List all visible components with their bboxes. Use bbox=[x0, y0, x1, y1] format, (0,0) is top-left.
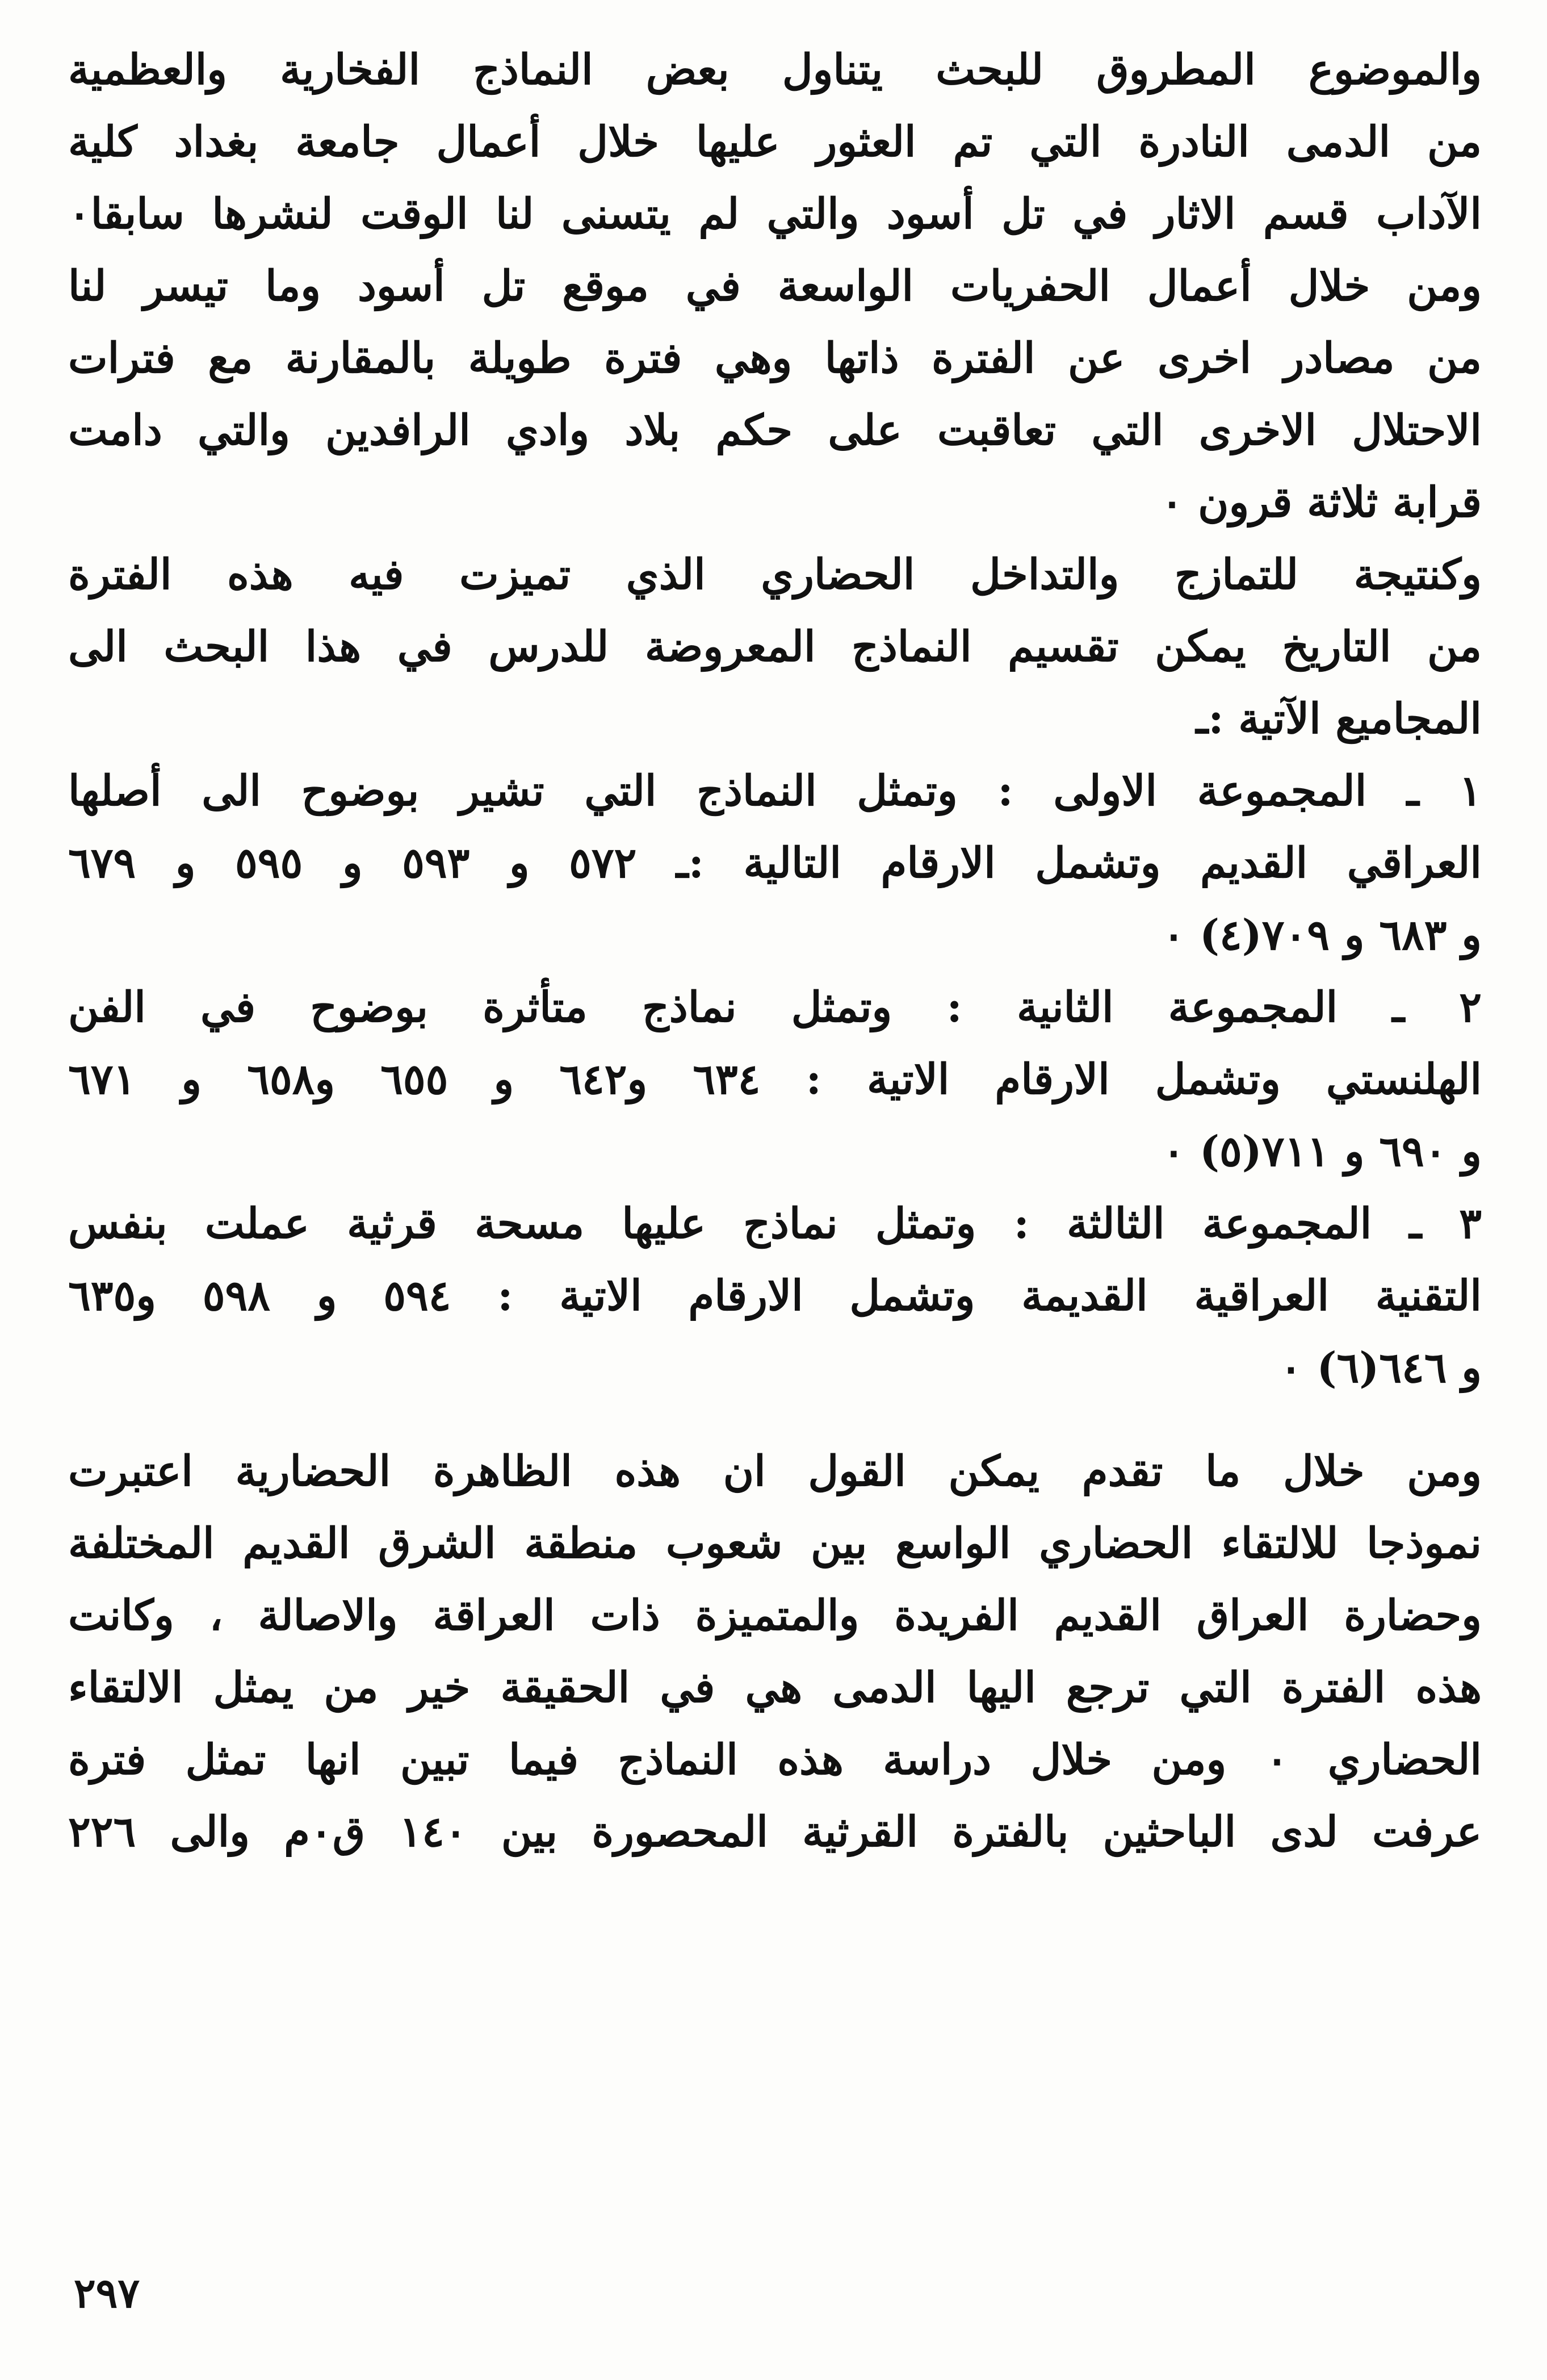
text-line: هذه الفترة التي ترجع اليها الدمى هي في الحقيقة خير من يمثل الالتقاء bbox=[68, 1663, 1482, 1712]
text-line: من الدمى النادرة التي تم العثور عليها خلال أعمال جامعة بغداد كلية bbox=[68, 118, 1482, 166]
text-line: ١ ـ المجموعة الاولى : وتمثل النماذج التي تشير بوضوح الى أصلها bbox=[68, 767, 1482, 815]
text-line: من التاريخ يمكن تقسيم النماذج المعروضة للدرس في هذا البحث الى bbox=[68, 622, 1482, 671]
text-line: و ٦٨٣ و ٧٠٩(٤) ٠ bbox=[1162, 911, 1482, 960]
text-line: المجاميع الآتية :ـ bbox=[1196, 695, 1482, 743]
text-line: و ٦٤٦(٦) ٠ bbox=[1279, 1344, 1482, 1392]
paragraph-intro bbox=[68, 34, 1482, 250]
text-line: من مصادر اخرى عن الفترة ذاتها وهي فترة طويلة بالمقارنة مع فترات bbox=[68, 334, 1482, 383]
text-line: ٢ ـ المجموعة الثانية : وتمثل نماذج متأثرة بوضوح في الفن bbox=[68, 983, 1482, 1032]
text-line: الحضاري ٠ ومن خلال دراسة هذه النماذج فيما تبين انها تمثل فترة bbox=[68, 1735, 1482, 1784]
text-line: ومن خلال أعمال الحفريات الواسعة في موقع تل أسود وما تيسر لنا bbox=[68, 262, 1482, 311]
text-line: والموضوع المطروق للبحث يتناول بعض النماذج الفخارية والعظمية bbox=[68, 45, 1482, 94]
body-text bbox=[68, 34, 1482, 1868]
paragraph-grouping bbox=[68, 539, 1482, 755]
paragraph-conclusion bbox=[68, 1436, 1482, 1868]
paragraph-spacer bbox=[68, 1404, 1482, 1436]
group-one-item bbox=[68, 755, 1482, 972]
text-line: العراقي القديم وتشمل الارقام التالية :ـ ٥٧٢ و ٥٩٣ و ٥٩٥ و ٦٧٩ bbox=[68, 839, 1482, 888]
text-line: الآداب قسم الاثار في تل أسود والتي لم يتسنى لنا الوقت لنشرها سابقا٠ bbox=[68, 190, 1482, 239]
paragraph-excavations bbox=[68, 250, 1482, 539]
text-line: وكنتيجة للتمازج والتداخل الحضاري الذي تميزت فيه هذه الفترة bbox=[68, 550, 1482, 599]
text-line: نموذجا للالتقاء الحضاري الواسع بين شعوب منطقة الشرق القديم المختلفة bbox=[68, 1519, 1482, 1568]
page-number: ٢٩٧ bbox=[74, 2269, 140, 2317]
group-two-item bbox=[68, 972, 1482, 1188]
group-three-item bbox=[68, 1188, 1482, 1404]
text-line: عرفت لدى الباحثين بالفترة القرثية المحصورة بين ١٤٠ ق٠م والى ٢٢٦ bbox=[68, 1808, 1482, 1856]
text-line: وحضارة العراق القديم الفريدة والمتميزة ذات العراقة والاصالة ، وكانت bbox=[68, 1591, 1482, 1640]
text-line: و ٦٩٠ و ٧١١(٥) ٠ bbox=[1162, 1127, 1482, 1176]
text-line: التقنية العراقية القديمة وتشمل الارقام الاتية : ٥٩٤ و ٥٩٨ و٦٣٥ bbox=[68, 1271, 1482, 1320]
text-line: قرابة ثلاثة قرون ٠ bbox=[1160, 478, 1482, 527]
text-line: الاحتلال الاخرى التي تعاقبت على حكم بلاد وادي الرافدين والتي دامت bbox=[68, 406, 1482, 455]
text-line: ومن خلال ما تقدم يمكن القول ان هذه الظاهرة الحضارية اعتبرت bbox=[68, 1447, 1482, 1496]
text-line: الهلنستي وتشمل الارقام الاتية : ٦٣٤ و٦٤٢ و ٦٥٥ و٦٥٨ و ٦٧١ bbox=[68, 1055, 1482, 1104]
text-line: ٣ ـ المجموعة الثالثة : وتمثل نماذج عليها مسحة قرثية عملت بنفس bbox=[68, 1199, 1482, 1248]
